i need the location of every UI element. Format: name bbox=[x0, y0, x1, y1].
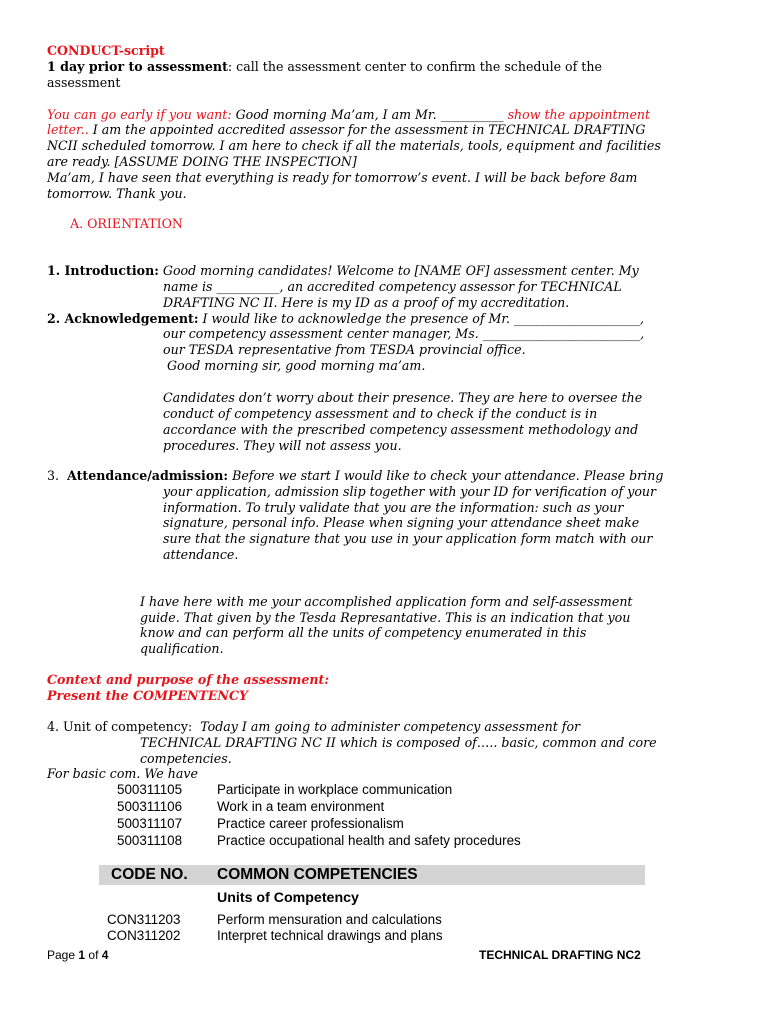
early-red-2: show the appointment bbox=[507, 107, 651, 122]
attend-para-1: I have here with me your accomplished application form and self-assessment bbox=[140, 594, 633, 609]
code-no-header: CODE NO. bbox=[111, 866, 188, 883]
early-line-2 bbox=[47, 122, 645, 138]
attend-para-3: know and can perform all the units of competency enumerated in this bbox=[140, 625, 587, 640]
prior-label: 1 day prior to assessment bbox=[47, 59, 228, 74]
table-row-name: Interpret technical drawings and plans bbox=[217, 928, 443, 943]
page-current: 1 bbox=[78, 948, 86, 962]
ack-line-1 bbox=[47, 311, 644, 327]
basic-name: Participate in workplace communication bbox=[217, 782, 453, 797]
attend-num: 3. bbox=[47, 468, 60, 483]
basic-code: 500311108 bbox=[117, 833, 183, 848]
context-heading: Context and purpose of the assessment: bbox=[47, 672, 329, 687]
present-heading: Present the COMPENTENCY bbox=[47, 688, 248, 703]
basic-name: Work in a team environment bbox=[217, 799, 385, 814]
early-line-3: NCII scheduled tomorrow. I am here to check if all the materials, tools, equipment and facilities bbox=[47, 138, 661, 153]
ack-text-1: I would like to acknowledge the presence of Mr. ____________________, bbox=[202, 311, 644, 326]
attend-text-1: Before we start I would like to check your attendance. Please bring bbox=[232, 468, 664, 483]
unit-line-3: competencies. bbox=[140, 751, 232, 766]
footer-doc-title: TECHNICAL DRAFTING NC2 bbox=[479, 948, 641, 962]
units-subheader: Units of Competency bbox=[217, 890, 359, 906]
basic-name: Practice occupational health and safety procedures bbox=[217, 833, 521, 848]
page-total: 4 bbox=[101, 948, 109, 962]
page-word: Page bbox=[47, 948, 76, 962]
ack-para-1: Candidates don’t worry about their presence. They are here to oversee the bbox=[163, 390, 643, 405]
attend-line-3: information. To truly validate that you are the information: such as your bbox=[163, 500, 624, 515]
table-row-code: CON311202 bbox=[107, 928, 181, 943]
intro-line-2: name is __________, an accredited competency assessor for TECHNICAL bbox=[163, 279, 622, 294]
unit-line-1 bbox=[47, 719, 580, 735]
of-word: of bbox=[88, 948, 99, 962]
basic-code: 500311107 bbox=[117, 816, 183, 831]
unit-line-4: For basic com. We have bbox=[47, 766, 198, 781]
early-text-1: Good morning Ma’am, I am Mr. __________ bbox=[235, 107, 504, 122]
intro-line-1 bbox=[47, 263, 639, 279]
ack-line-4: Good morning sir, good morning ma’am. bbox=[167, 358, 426, 373]
attend-line-5: sure that the signature that you use in your application form match with our bbox=[163, 531, 653, 546]
ack-line-2: our competency assessment center manager, Ms. _________________________, bbox=[163, 326, 645, 341]
prior-text-2: assessment bbox=[47, 75, 121, 90]
common-competencies-header: COMMON COMPETENCIES bbox=[217, 866, 418, 883]
script-title: CONDUCT-script bbox=[47, 43, 165, 58]
intro-line-3: DRAFTING NC II. Here is my ID as a proof of my accreditation. bbox=[163, 295, 570, 310]
basic-name: Practice career professionalism bbox=[217, 816, 404, 831]
attend-para-4: qualification. bbox=[140, 641, 224, 656]
attend-line-1 bbox=[47, 468, 663, 484]
early-line-4: are ready. [ASSUME DOING THE INSPECTION] bbox=[47, 154, 357, 169]
prior-line bbox=[47, 59, 602, 75]
ack-para-4: procedures. They will not assess you. bbox=[163, 438, 402, 453]
basic-code: 500311105 bbox=[117, 782, 183, 797]
table-row-name: Perform mensuration and calculations bbox=[217, 912, 442, 927]
early-line-5: Ma’am, I have seen that everything is ready for tomorrow’s event. I will be back before 8am bbox=[47, 170, 638, 185]
attend-line-4: signature, personal info. Please when signing your attendance sheet make bbox=[163, 515, 640, 530]
basic-code: 500311106 bbox=[117, 799, 183, 814]
ack-line-3: our TESDA representative from TESDA provincial office. bbox=[163, 342, 526, 357]
attend-para-2: guide. That given by the Tesda Represantative. This is an indication that you bbox=[140, 610, 631, 625]
intro-label: 1. Introduction: bbox=[47, 263, 159, 278]
early-line-6: tomorrow. Thank you. bbox=[47, 186, 187, 201]
ack-para-3: accordance with the prescribed competency assessment methodology and bbox=[163, 422, 639, 437]
unit-text-1: Today I am going to administer competency assessment for bbox=[200, 719, 581, 734]
intro-text-1: Good morning candidates! Welcome to [NAME OF] assessment center. My bbox=[162, 263, 639, 278]
unit-line-2: TECHNICAL DRAFTING NC II which is composed of….. basic, common and core bbox=[140, 735, 657, 750]
ack-label: 2. Acknowledgement: bbox=[47, 311, 199, 326]
early-line-1 bbox=[47, 107, 650, 123]
table-row-code: CON311203 bbox=[107, 912, 181, 927]
prior-text: : call the assessment center to confirm the schedule of the bbox=[227, 59, 602, 74]
early-red-3: letter.. bbox=[47, 122, 89, 137]
attend-line-6: attendance. bbox=[163, 547, 239, 562]
attend-label: Attendance/admission: bbox=[67, 468, 229, 483]
early-text-2: I am the appointed accredited assessor for the assessment in TECHNICAL DRAFTING bbox=[92, 122, 646, 137]
ack-para-2: conduct of competency assessment and to check if the conduct is in bbox=[163, 406, 598, 421]
section-orientation: A. ORIENTATION bbox=[70, 216, 183, 231]
unit-label: 4. Unit of competency: bbox=[47, 719, 193, 734]
page-number bbox=[47, 947, 108, 963]
early-red-1: You can go early if you want: bbox=[47, 107, 232, 122]
attend-line-2: your application, admission slip together with your ID for verification of your bbox=[163, 484, 657, 499]
